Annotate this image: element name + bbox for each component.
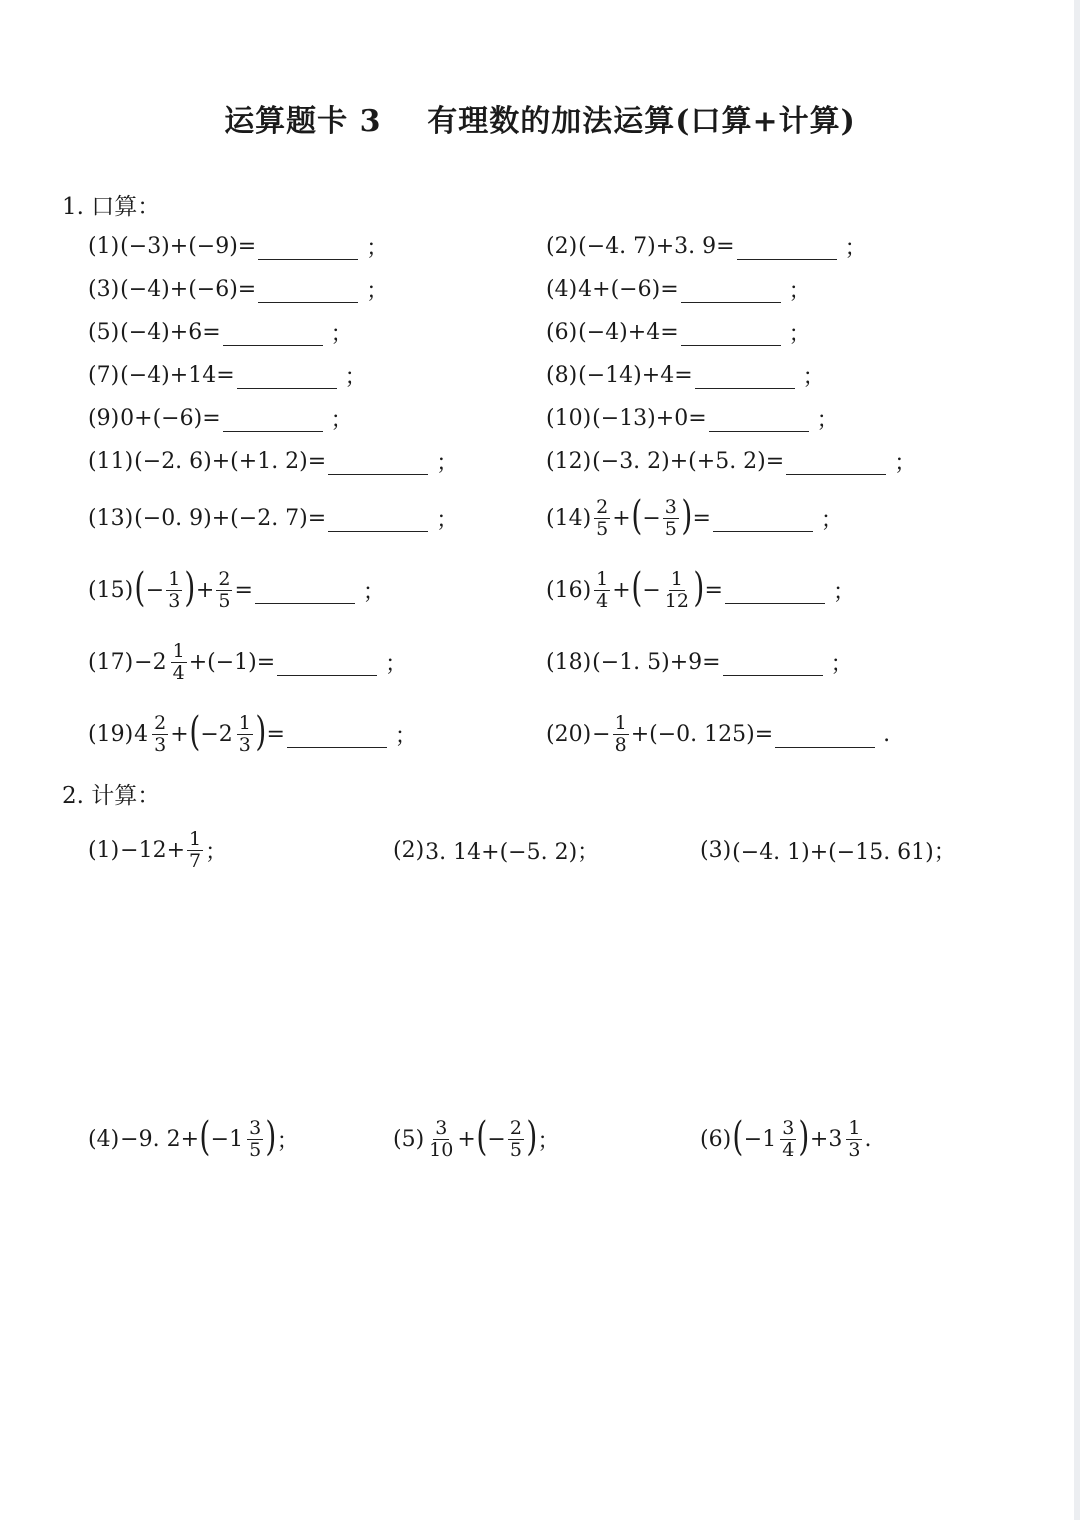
q1-item-8: (8) (−14)+4= ； <box>546 362 825 390</box>
q1-item-7: (7) (−4)+14= ； <box>88 362 367 390</box>
q2-item-3: (3) (−4. 1)+(−15. 61)； <box>700 837 956 865</box>
section2-heading: 2. 计算： <box>62 783 161 809</box>
answer-blank[interactable] <box>258 233 358 260</box>
q1-item-13: (13) (−0. 9)+(−2. 7)= ； <box>88 505 459 533</box>
q2-item-2: (2) 3. 14+(−5. 2)； <box>393 837 600 865</box>
q2-item-1: (1) −12+ $\frac{1}{7}$ ； <box>88 827 228 872</box>
fraction: $\frac{2}{5}$ <box>218 567 231 612</box>
answer-blank[interactable] <box>255 577 355 604</box>
answer-blank[interactable] <box>328 448 428 475</box>
answer-blank[interactable] <box>277 649 377 676</box>
fraction: $\frac{1}{4}$ <box>596 567 609 612</box>
q1-item-12: (12) (−3. 2)+(+5. 2)= ； <box>546 448 917 476</box>
page-title: 运算题卡 3 有理数的加法运算(口算+计算) <box>224 104 856 139</box>
fraction: $\frac{1}{4}$ <box>172 639 185 684</box>
q1-item-6: (6) (−4)+4= ； <box>546 319 811 347</box>
fraction: $\frac{2}{5}$ <box>596 495 609 540</box>
answer-blank[interactable] <box>737 233 837 260</box>
q2-item-4: (4) −9. 2+ ( −1 $\frac{3}{5}$ ) ； <box>88 1114 299 1161</box>
q1-item-15: (15) ( − $\frac{1}{3}$ ) + $\frac{2}{5}$ = ； <box>88 565 385 612</box>
q1-item-19: (19) 4 $\frac{2}{3}$ + ( −2 $\frac{1}{3}$ ) = ； <box>88 709 417 756</box>
answer-blank[interactable] <box>223 319 323 346</box>
answer-blank[interactable] <box>258 276 358 303</box>
answer-blank[interactable] <box>775 721 875 748</box>
answer-blank[interactable] <box>786 448 886 475</box>
answer-blank[interactable] <box>709 405 809 432</box>
q1-item-10: (10) (−13)+0= ； <box>546 405 839 433</box>
q2-item-6: (6) ( −1 $\frac{3}{4}$ ) +3 $\frac{1}{3}$ . <box>700 1114 872 1161</box>
q1-item-2: (2) (−4. 7)+3. 9= ； <box>546 233 867 261</box>
fraction: $\frac{1}{3}$ <box>238 711 251 756</box>
fraction: $\frac{1}{7}$ <box>189 827 202 872</box>
q1-item-17: (17) −2 $\frac{1}{4}$ +(−1)= ； <box>88 639 408 684</box>
q1-item-9: (9) 0+(−6)= ； <box>88 405 353 433</box>
q1-item-18: (18) (−1. 5)+9= ； <box>546 649 853 677</box>
fraction: $\frac{1}{12}$ <box>664 567 689 612</box>
fraction: $\frac{1}{3}$ <box>168 567 181 612</box>
q1-item-3: (3) (−4)+(−6)= ； <box>88 276 389 304</box>
fraction: $\frac{3}{10}$ <box>429 1116 454 1161</box>
answer-blank[interactable] <box>725 577 825 604</box>
answer-blank[interactable] <box>237 362 337 389</box>
q1-item-14: (14) $\frac{2}{5}$ + ( − $\frac{3}{5}$ ) = ； <box>546 493 843 540</box>
fraction: $\frac{2}{3}$ <box>154 711 167 756</box>
answer-blank[interactable] <box>713 505 813 532</box>
answer-blank[interactable] <box>223 405 323 432</box>
fraction: $\frac{3}{5}$ <box>664 495 677 540</box>
fraction: $\frac{3}{5}$ <box>249 1116 262 1161</box>
section1-heading: 1. 口算： <box>62 194 161 220</box>
fraction: $\frac{1}{3}$ <box>848 1116 861 1161</box>
q1-item-5: (5) (−4)+6= ； <box>88 319 353 347</box>
fraction: $\frac{3}{4}$ <box>782 1116 795 1161</box>
answer-blank[interactable] <box>681 276 781 303</box>
answer-blank[interactable] <box>328 505 428 532</box>
q1-item-16: (16) $\frac{1}{4}$ + ( − $\frac{1}{12}$ ) = ； <box>546 565 855 612</box>
answer-blank[interactable] <box>695 362 795 389</box>
page-edge <box>1074 0 1080 1520</box>
answer-blank[interactable] <box>681 319 781 346</box>
fraction: $\frac{1}{8}$ <box>614 711 627 756</box>
q1-item-11: (11) (−2. 6)+(+1. 2)= ； <box>88 448 459 476</box>
q1-item-4: (4) 4+(−6)= ； <box>546 276 811 304</box>
q2-item-5: (5) $\frac{3}{10}$ + ( − $\frac{2}{5}$ ) ； <box>393 1114 560 1161</box>
fraction: $\frac{2}{5}$ <box>509 1116 522 1161</box>
answer-blank[interactable] <box>723 649 823 676</box>
answer-blank[interactable] <box>287 721 387 748</box>
q1-item-1: (1) (−3)+(−9)= ； <box>88 233 389 261</box>
q1-item-20: (20) − $\frac{1}{8}$ +(−0. 125)= . <box>546 711 891 756</box>
